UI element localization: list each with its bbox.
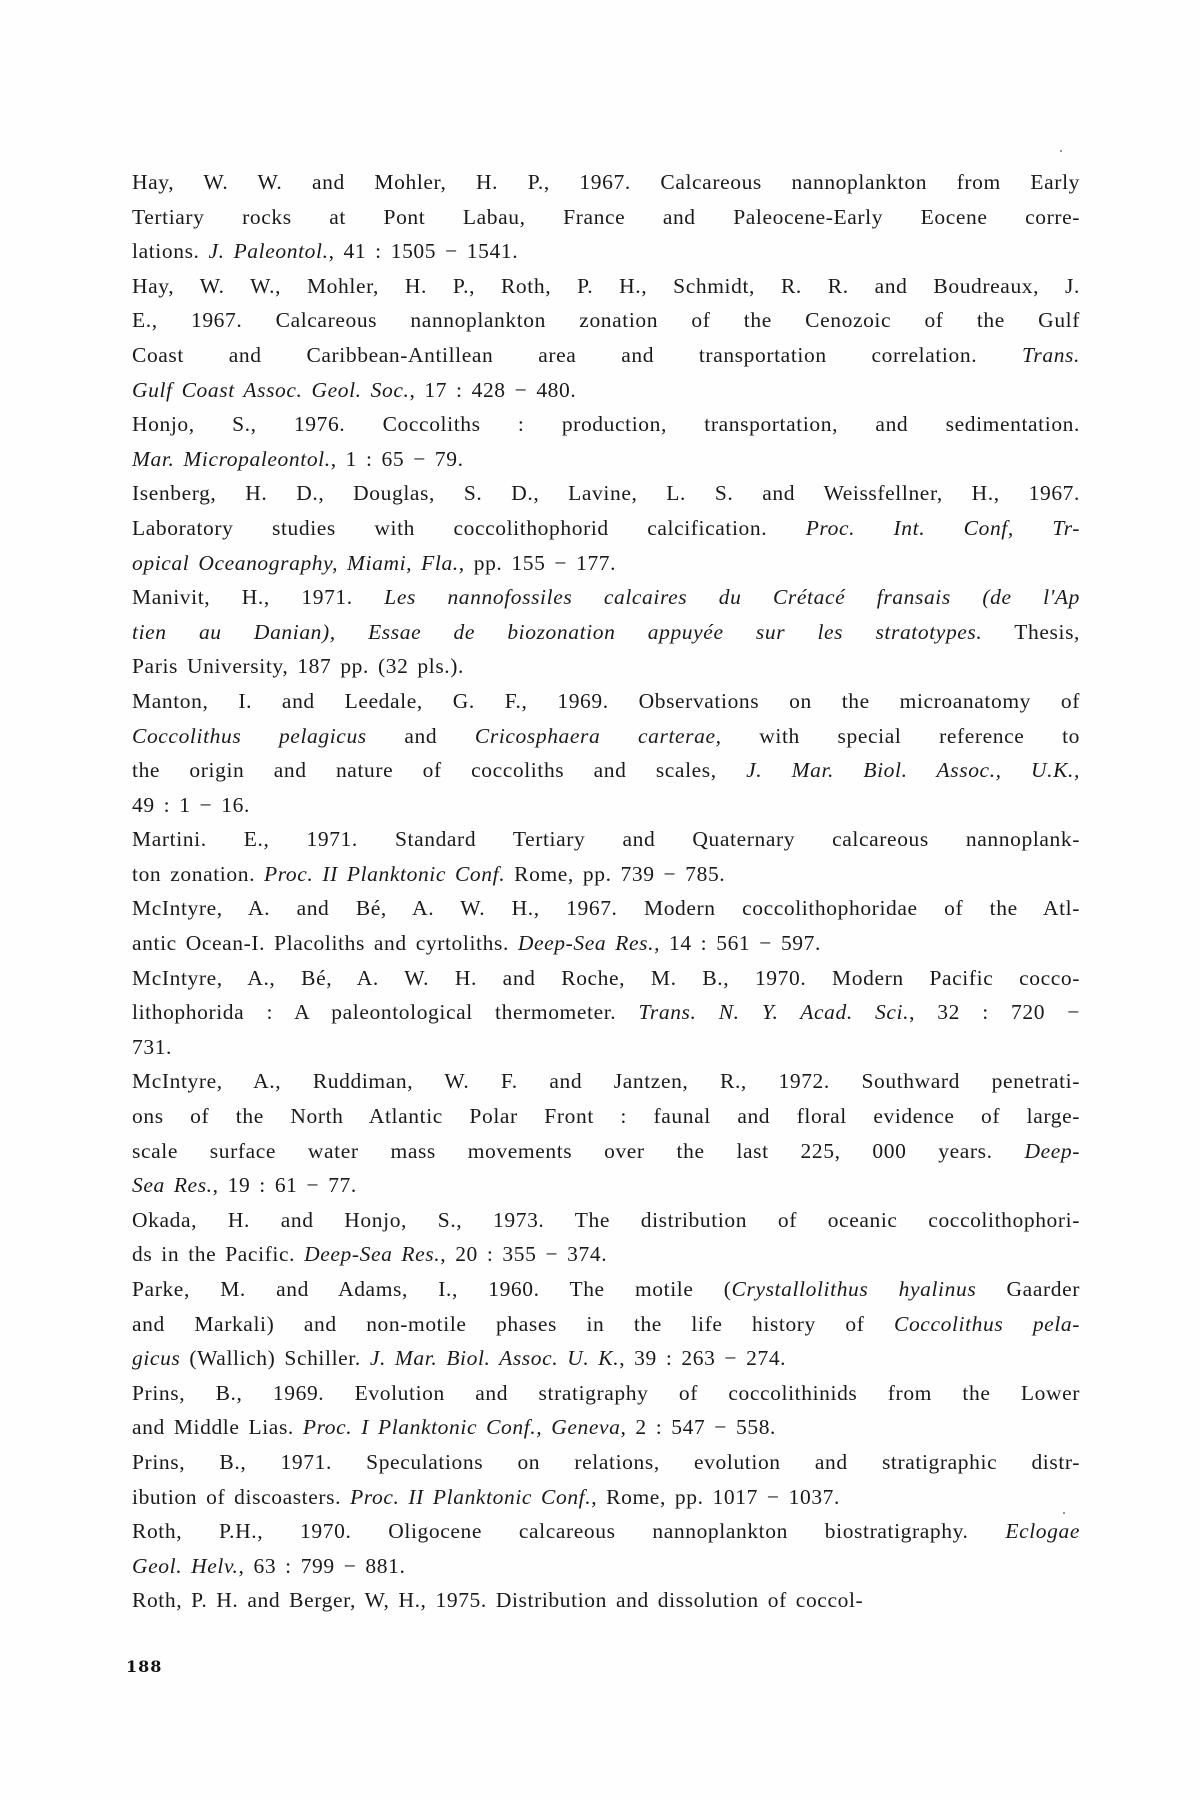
reference-continuation-line xyxy=(132,753,1081,788)
italic-citation-text: Eclogae xyxy=(1005,1519,1080,1544)
reference-text: McIntyre, A. and Bé, A. W. H., 1967. Modern coccolithophoridae of the Atl- xyxy=(132,896,1080,921)
reference-text: Parke, M. and Adams, I., 1960. The motile ( xyxy=(132,1277,732,1301)
reference-text: , pp. 155 − 177. xyxy=(458,550,617,575)
reference-text: Manivit, H., 1971. xyxy=(132,585,385,610)
reference-continuation-line xyxy=(132,1030,1080,1065)
reference-text: antic Ocean-I. Placoliths and cyrtoliths. xyxy=(132,931,518,956)
reference-text: Okada, H. and Honjo, S., 1973. The distribution of oceanic coccolithophori- xyxy=(132,1207,1080,1232)
reference-text: Hay, W. W., Mohler, H. P., Roth, P. H., Schmidt, R. R. and Boudreaux, J. xyxy=(132,273,1080,298)
reference-first-line xyxy=(132,684,1080,719)
reference-text: , Rome, pp. 1017 − 1037. xyxy=(591,1484,840,1509)
reference-continuation-line xyxy=(132,511,1080,546)
reference-first-line xyxy=(132,165,1080,200)
reference-text: Tertiary rocks at Pont Labau, France and Paleocene-Early Eocene corre- xyxy=(132,204,1080,229)
reference-text: , 63 : 799 − 881. xyxy=(238,1553,406,1578)
italic-citation-text: Deep- xyxy=(1024,1138,1080,1163)
reference-first-line xyxy=(132,407,1080,442)
reference-text: , 14 : 561 − 597. xyxy=(654,931,821,956)
reference-text: McIntyre, A., Ruddiman, W. F. and Jantzen, R., 1972. Southward penetrati- xyxy=(132,1069,1080,1094)
italic-citation-text: Cricosphaera carterae, xyxy=(474,723,722,748)
reference-continuation-line xyxy=(132,1307,1081,1342)
italic-citation-text: opical Oceanography, Miami, Fla. xyxy=(132,550,459,575)
reference-continuation-line xyxy=(132,719,1080,754)
italic-citation-text: gicus xyxy=(132,1346,181,1371)
reference-entry xyxy=(132,269,1080,407)
italic-citation-text: Coccolithus pelagicus xyxy=(132,723,367,748)
reference-text: Roth, P.H., 1970. Oligocene calcareous nannoplankton biostratigraphy. xyxy=(132,1519,1006,1544)
reference-entry xyxy=(132,891,1080,960)
reference-text: with special reference to xyxy=(721,723,1080,748)
reference-continuation-line xyxy=(132,1168,1080,1203)
reference-first-line xyxy=(132,476,1080,511)
reference-first-line xyxy=(132,580,1080,615)
reference-continuation-line xyxy=(132,788,1080,823)
reference-text: Honjo, S., 1976. Coccoliths : production, transportation, and sedimentation. xyxy=(132,412,1080,437)
reference-text: Prins, B., 1969. Evolution and stratigraphy of coccolithinids from the Lower xyxy=(132,1380,1080,1405)
reference-text: Paris University, 187 pp. (32 pls.). xyxy=(132,654,465,679)
reference-entry xyxy=(132,1583,1080,1618)
reference-text: Manton, I. and Leedale, G. F., 1969. Observations on the microanatomy of xyxy=(132,688,1080,713)
reference-text: 731. xyxy=(132,1034,173,1059)
italic-citation-text: Geol. Helv. xyxy=(132,1553,239,1578)
reference-text: , 1 : 65 − 79. xyxy=(330,446,464,471)
reference-text: Martini. E., 1971. Standard Tertiary and Quaternary calcareous nannoplank- xyxy=(132,827,1080,852)
reference-text: lations. xyxy=(132,239,209,264)
reference-first-line xyxy=(132,1514,1080,1549)
reference-first-line xyxy=(132,1445,1080,1480)
reference-text: Laboratory studies with coccolithophorid calcification. xyxy=(132,515,806,540)
reference-first-line xyxy=(132,961,1080,996)
reference-entry xyxy=(132,476,1080,580)
page-number: 188 xyxy=(126,1657,163,1676)
reference-continuation-line xyxy=(132,200,1080,235)
italic-citation-text: Proc. II Planktonic Conf. xyxy=(350,1484,592,1509)
italic-citation-text: Mar. Micropaleontol. xyxy=(132,446,331,471)
reference-text: Hay, W. W. and Mohler, H. P., 1967. Calcareous nannoplankton from Early xyxy=(132,170,1080,194)
italic-citation-text: Coccolithus pela- xyxy=(894,1311,1081,1336)
reference-continuation-line xyxy=(132,615,1081,650)
reference-entry xyxy=(132,961,1080,1065)
reference-continuation-line xyxy=(132,1341,1080,1376)
reference-continuation-line xyxy=(132,1549,1080,1584)
reference-first-line xyxy=(132,891,1080,926)
reference-continuation-line xyxy=(132,1410,1080,1445)
reference-continuation-line xyxy=(132,546,1080,581)
reference-text: Coast and Caribbean-Antillean area and transportation correlation. xyxy=(132,342,1023,367)
reference-entry xyxy=(132,1203,1080,1272)
reference-entry xyxy=(132,822,1080,891)
reference-text: , 20 : 355 − 374. xyxy=(440,1242,608,1267)
reference-list xyxy=(132,165,1080,1618)
reference-text: scale surface water mass movements over the last 225, 000 years. xyxy=(132,1138,1025,1163)
reference-entry xyxy=(132,1064,1080,1202)
reference-first-line xyxy=(132,1583,1080,1618)
italic-citation-text: Trans. N. Y. Acad. Sci. xyxy=(638,1000,910,1025)
reference-text: and Middle Lias. xyxy=(132,1415,303,1440)
reference-entry xyxy=(132,684,1080,822)
italic-citation-text: Gulf Coast Assoc. Geol. Soc. xyxy=(132,377,410,402)
reference-text: 2 : 547 − 558. xyxy=(626,1415,777,1440)
reference-text: Isenberg, H. D., Douglas, S. D., Lavine, L. S. and Weissfellner, H., 1967. xyxy=(132,481,1080,506)
reference-text: ons of the North Atlantic Polar Front : faunal and floral evidence of large- xyxy=(132,1104,1080,1129)
reference-first-line xyxy=(132,1376,1080,1411)
reference-first-line xyxy=(132,1272,1080,1307)
reference-first-line xyxy=(132,1203,1080,1238)
reference-text: 49 : 1 − 16. xyxy=(132,792,250,817)
scan-speck xyxy=(1060,150,1062,152)
italic-citation-text: Proc. II Planktonic Conf. xyxy=(264,861,506,886)
reference-text: the origin and nature of coccoliths and scales, xyxy=(132,758,747,783)
reference-entry xyxy=(132,580,1080,684)
reference-text: ibution of discoasters. xyxy=(132,1484,351,1509)
reference-text: ton zonation. xyxy=(132,861,265,886)
reference-entry xyxy=(132,407,1080,476)
italic-citation-text: Les nannofossiles calcaires du Crétacé fransais (de l'Ap xyxy=(384,585,1080,610)
reference-text: (Wallich) Schiller. xyxy=(180,1346,370,1371)
reference-entry xyxy=(132,1272,1080,1376)
reference-continuation-line xyxy=(132,442,1080,477)
reference-first-line xyxy=(132,822,1080,857)
reference-entry xyxy=(132,1514,1080,1583)
reference-continuation-line xyxy=(132,649,1080,684)
reference-text: McIntyre, A., Bé, A. W. H. and Roche, M. B., 1970. Modern Pacific cocco- xyxy=(132,965,1080,990)
reference-continuation-line xyxy=(132,1134,1080,1169)
reference-text: , 17 : 428 − 480. xyxy=(409,377,577,402)
italic-citation-text: tien au Danian), Essae de biozonation appuyée sur les stratotypes. xyxy=(132,619,983,644)
italic-citation-text: Sea Res. xyxy=(132,1173,213,1198)
reference-continuation-line xyxy=(132,926,1080,961)
reference-first-line xyxy=(132,269,1080,304)
reference-text: lithophorida : A paleontological thermometer. xyxy=(132,1000,639,1025)
italic-citation-text: Proc. I Planktonic Conf., Geneva, xyxy=(302,1415,627,1440)
italic-citation-text: J. Paleontol. xyxy=(208,239,329,264)
reference-continuation-line xyxy=(132,1099,1080,1134)
reference-entry xyxy=(132,165,1080,269)
reference-entry xyxy=(132,1445,1080,1514)
reference-text: E., 1967. Calcareous nannoplankton zonation of the Cenozoic of the Gulf xyxy=(132,308,1080,333)
reference-text: Prins, B., 1971. Speculations on relations, evolution and stratigraphic distr- xyxy=(132,1449,1080,1474)
reference-text: , 39 : 263 − 274. xyxy=(619,1346,787,1371)
reference-continuation-line xyxy=(132,857,1080,892)
reference-text: and Markali) and non-motile phases in the life history of xyxy=(132,1311,895,1336)
reference-text: Roth, P. H. and Berger, W, H., 1975. Distribution and dissolution of coccol- xyxy=(132,1588,864,1613)
italic-citation-text: Crystallolithus hyalinus xyxy=(731,1277,977,1301)
reference-text: , 32 : 720 − xyxy=(909,1000,1080,1025)
reference-text: , 19 : 61 − 77. xyxy=(212,1173,357,1198)
reference-entry xyxy=(132,1376,1080,1445)
reference-text: Rome, pp. 739 − 785. xyxy=(505,861,726,886)
italic-citation-text: Deep-Sea Res. xyxy=(304,1242,441,1267)
reference-continuation-line xyxy=(132,234,1080,269)
reference-text: and xyxy=(366,723,475,748)
reference-continuation-line xyxy=(132,1480,1080,1515)
italic-citation-text: J. Mar. Biol. Assoc., U.K., xyxy=(746,758,1081,783)
reference-first-line xyxy=(132,1064,1080,1099)
reference-continuation-line xyxy=(132,338,1080,373)
italic-citation-text: J. Mar. Biol. Assoc. U. K. xyxy=(369,1346,620,1371)
reference-text: Gaarder xyxy=(976,1277,1080,1301)
italic-citation-text: Proc. Int. Conf, Tr- xyxy=(805,515,1080,540)
reference-continuation-line xyxy=(132,1237,1080,1272)
reference-continuation-line xyxy=(132,303,1080,338)
reference-text: ds in the Pacific. xyxy=(132,1242,305,1267)
reference-continuation-line xyxy=(132,995,1080,1030)
reference-text: Thesis, xyxy=(982,619,1081,644)
italic-citation-text: Deep-Sea Res. xyxy=(517,931,655,956)
italic-citation-text: Trans. xyxy=(1022,342,1080,367)
reference-continuation-line xyxy=(132,373,1080,408)
reference-text: , 41 : 1505 − 1541. xyxy=(328,239,519,264)
